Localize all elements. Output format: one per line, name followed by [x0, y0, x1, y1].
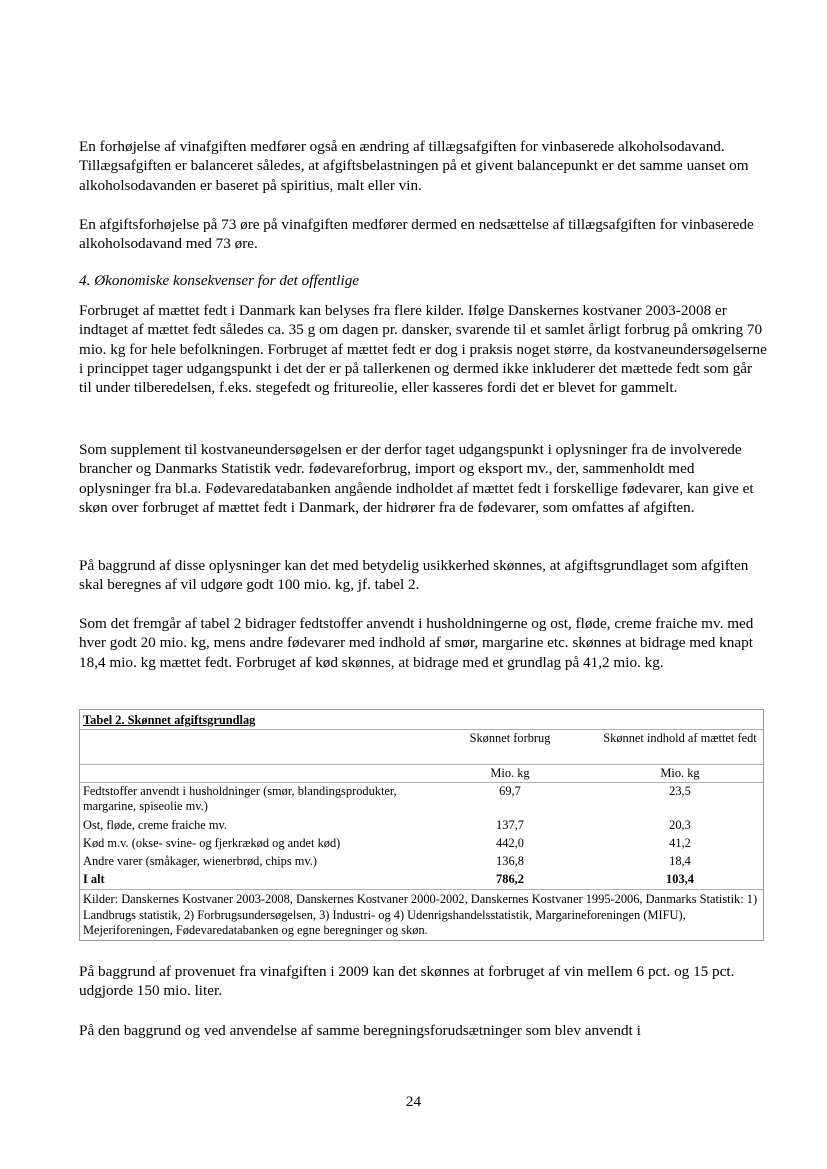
row-value-forbrug: 442,0 — [496, 836, 524, 850]
row-value-indhold: 23,5 — [669, 784, 691, 798]
row-label: Fedtstoffer anvendt i husholdninger (smør, blandingsprodukter, margarine, spiseolie mv.) — [83, 784, 397, 813]
section-heading: 4. Økonomiske konsekvenser for det offentlige — [79, 272, 360, 289]
paragraph-vinafgift: På baggrund af provenuet fra vinafgiften i 2009 kan det skønnes at forbruget af vin mellem 6 pct. og 15 pct. udgjorde 150 mio. liter. — [79, 963, 735, 1000]
paragraph-afgiftsforhoejelse: En afgiftsforhøjelse på 73 øre på vinafgiften medfører dermed en nedsættelse af tillægsafgiften for vinbaserede alkoholsodavand med 73 øre. — [79, 216, 754, 253]
table-title: Tabel 2. Skønnet afgiftsgrundlag — [83, 713, 256, 727]
data-table — [79, 709, 764, 941]
column-header-forbrug: Skønnet forbrug — [469, 731, 551, 745]
paragraph-maettet-fedt: Forbruget af mættet fedt i Danmark kan belyses fra flere kilder. Ifølge Danskernes kostvaner 2003-2008 er indtaget af mættet fedt således ca. 35 g om dagen pr. dansker, svarende til et samlet årligt forbrug på omkring 70 mio. kg for hele befolkningen. Forbruget af mættet fedt er dog i praksis noget større, da kostvaneundersøgelserne i princippet tager udgangspunkt i det der er på tallerkenen og dermed ikke inkluderer det mættede fedt som går til under tilberedelsen, f.eks. stegefedt og fritureolie, eller kasseres fordi det er blevet for gammelt. — [79, 302, 767, 397]
paragraph-afgiftsgrundlag: På baggrund af disse oplysninger kan det med betydelig usikkerhed skønnes, at afgiftsgrundlaget som afgiften skal beregnes af vil udgøre godt 100 mio. kg, jf. tabel 2. — [79, 557, 749, 594]
row-value-forbrug: 136,8 — [496, 854, 524, 868]
table-row — [80, 836, 765, 851]
row-value-forbrug: 137,7 — [496, 818, 524, 832]
column-unit-forbrug: Mio. kg — [490, 766, 530, 780]
paragraph-beregning: På den baggrund og ved anvendelse af samme beregningsforudsætninger som blev anvendt i — [79, 1022, 641, 1039]
row-label: Andre varer (småkager, wienerbrød, chips mv.) — [83, 854, 318, 868]
row-value-indhold: 20,3 — [669, 818, 691, 832]
table-source-note: Kilder: Danskernes Kostvaner 2003-2008, Danskernes Kostvaner 2000-2002, Danskernes Kostvaner 1995-2006, Danmarks Statistik: 1) Landbrugs statistik, 2) Forbrugsundersøgelsen, 3) Industri- og 4) Udenrigshandelsstatistik, Margarineforeningen (MIFU), Mejeriforeningen, Fødevaredatabanken og egne beregninger og skøn. — [83, 892, 758, 937]
table-divider — [80, 782, 763, 783]
table-divider — [80, 764, 763, 765]
paragraph-supplement: Som supplement til kostvaneundersøgelsen er der derfor taget udgangspunkt i oplysninger fra de involverede brancher og Danmarks Statistik vedr. fødevareforbrug, import og eksport mv., der, sammenholdt med oplysninger fra bl.a. Fødevaredatabanken angående indholdet af mættet fedt i forskellige fødevarer, kan give et skøn over forbruget af mættet fedt i Danmark, der hidrører fra de fødevarer, som omfattes af afgiften. — [79, 441, 754, 516]
row-value-forbrug: 69,7 — [499, 784, 521, 798]
table-row — [80, 784, 765, 816]
column-header-indhold: Skønnet indhold af mættet fedt — [603, 731, 757, 745]
table-row-total — [80, 872, 765, 887]
table-row — [80, 818, 765, 833]
paragraph-tillaegsafgift: En forhøjelse af vinafgiften medfører også en ændring af tillægsafgiften for vinbaserede alkoholsodavand. Tillægsafgiften er balanceret således, at afgiftsbelastningen på et givent balancepunkt er det samme uanset om alkoholsodavanden er baseret på spiritius, malt eller vin. — [79, 138, 749, 194]
row-label: Ost, fløde, creme fraiche mv. — [83, 818, 228, 832]
row-value-indhold: 41,2 — [669, 836, 691, 850]
table-row — [80, 854, 765, 869]
row-label: Kød m.v. (okse- svine- og fjerkrækød og andet kød) — [83, 836, 341, 850]
row-value-indhold: 103,4 — [666, 872, 694, 886]
column-unit-indhold: Mio. kg — [660, 766, 700, 780]
page-number: 24 — [405, 1093, 422, 1110]
table-divider — [80, 889, 763, 890]
paragraph-tabel-2: Som det fremgår af tabel 2 bidrager fedtstoffer anvendt i husholdningerne og ost, fløde, creme fraiche mv. med hver godt 20 mio. kg, mens andre fødevarer med indhold af smør, margarine etc. skønnes at bidrage med knapt 18,4 mio. kg mættet fedt. Forbruget af kød skønnes, at bidrage med et grundlag på 41,2 mio. kg. — [79, 615, 754, 671]
table-divider — [80, 729, 763, 730]
row-label: I alt — [83, 872, 105, 886]
row-value-indhold: 18,4 — [669, 854, 691, 868]
row-value-forbrug: 786,2 — [496, 872, 524, 886]
